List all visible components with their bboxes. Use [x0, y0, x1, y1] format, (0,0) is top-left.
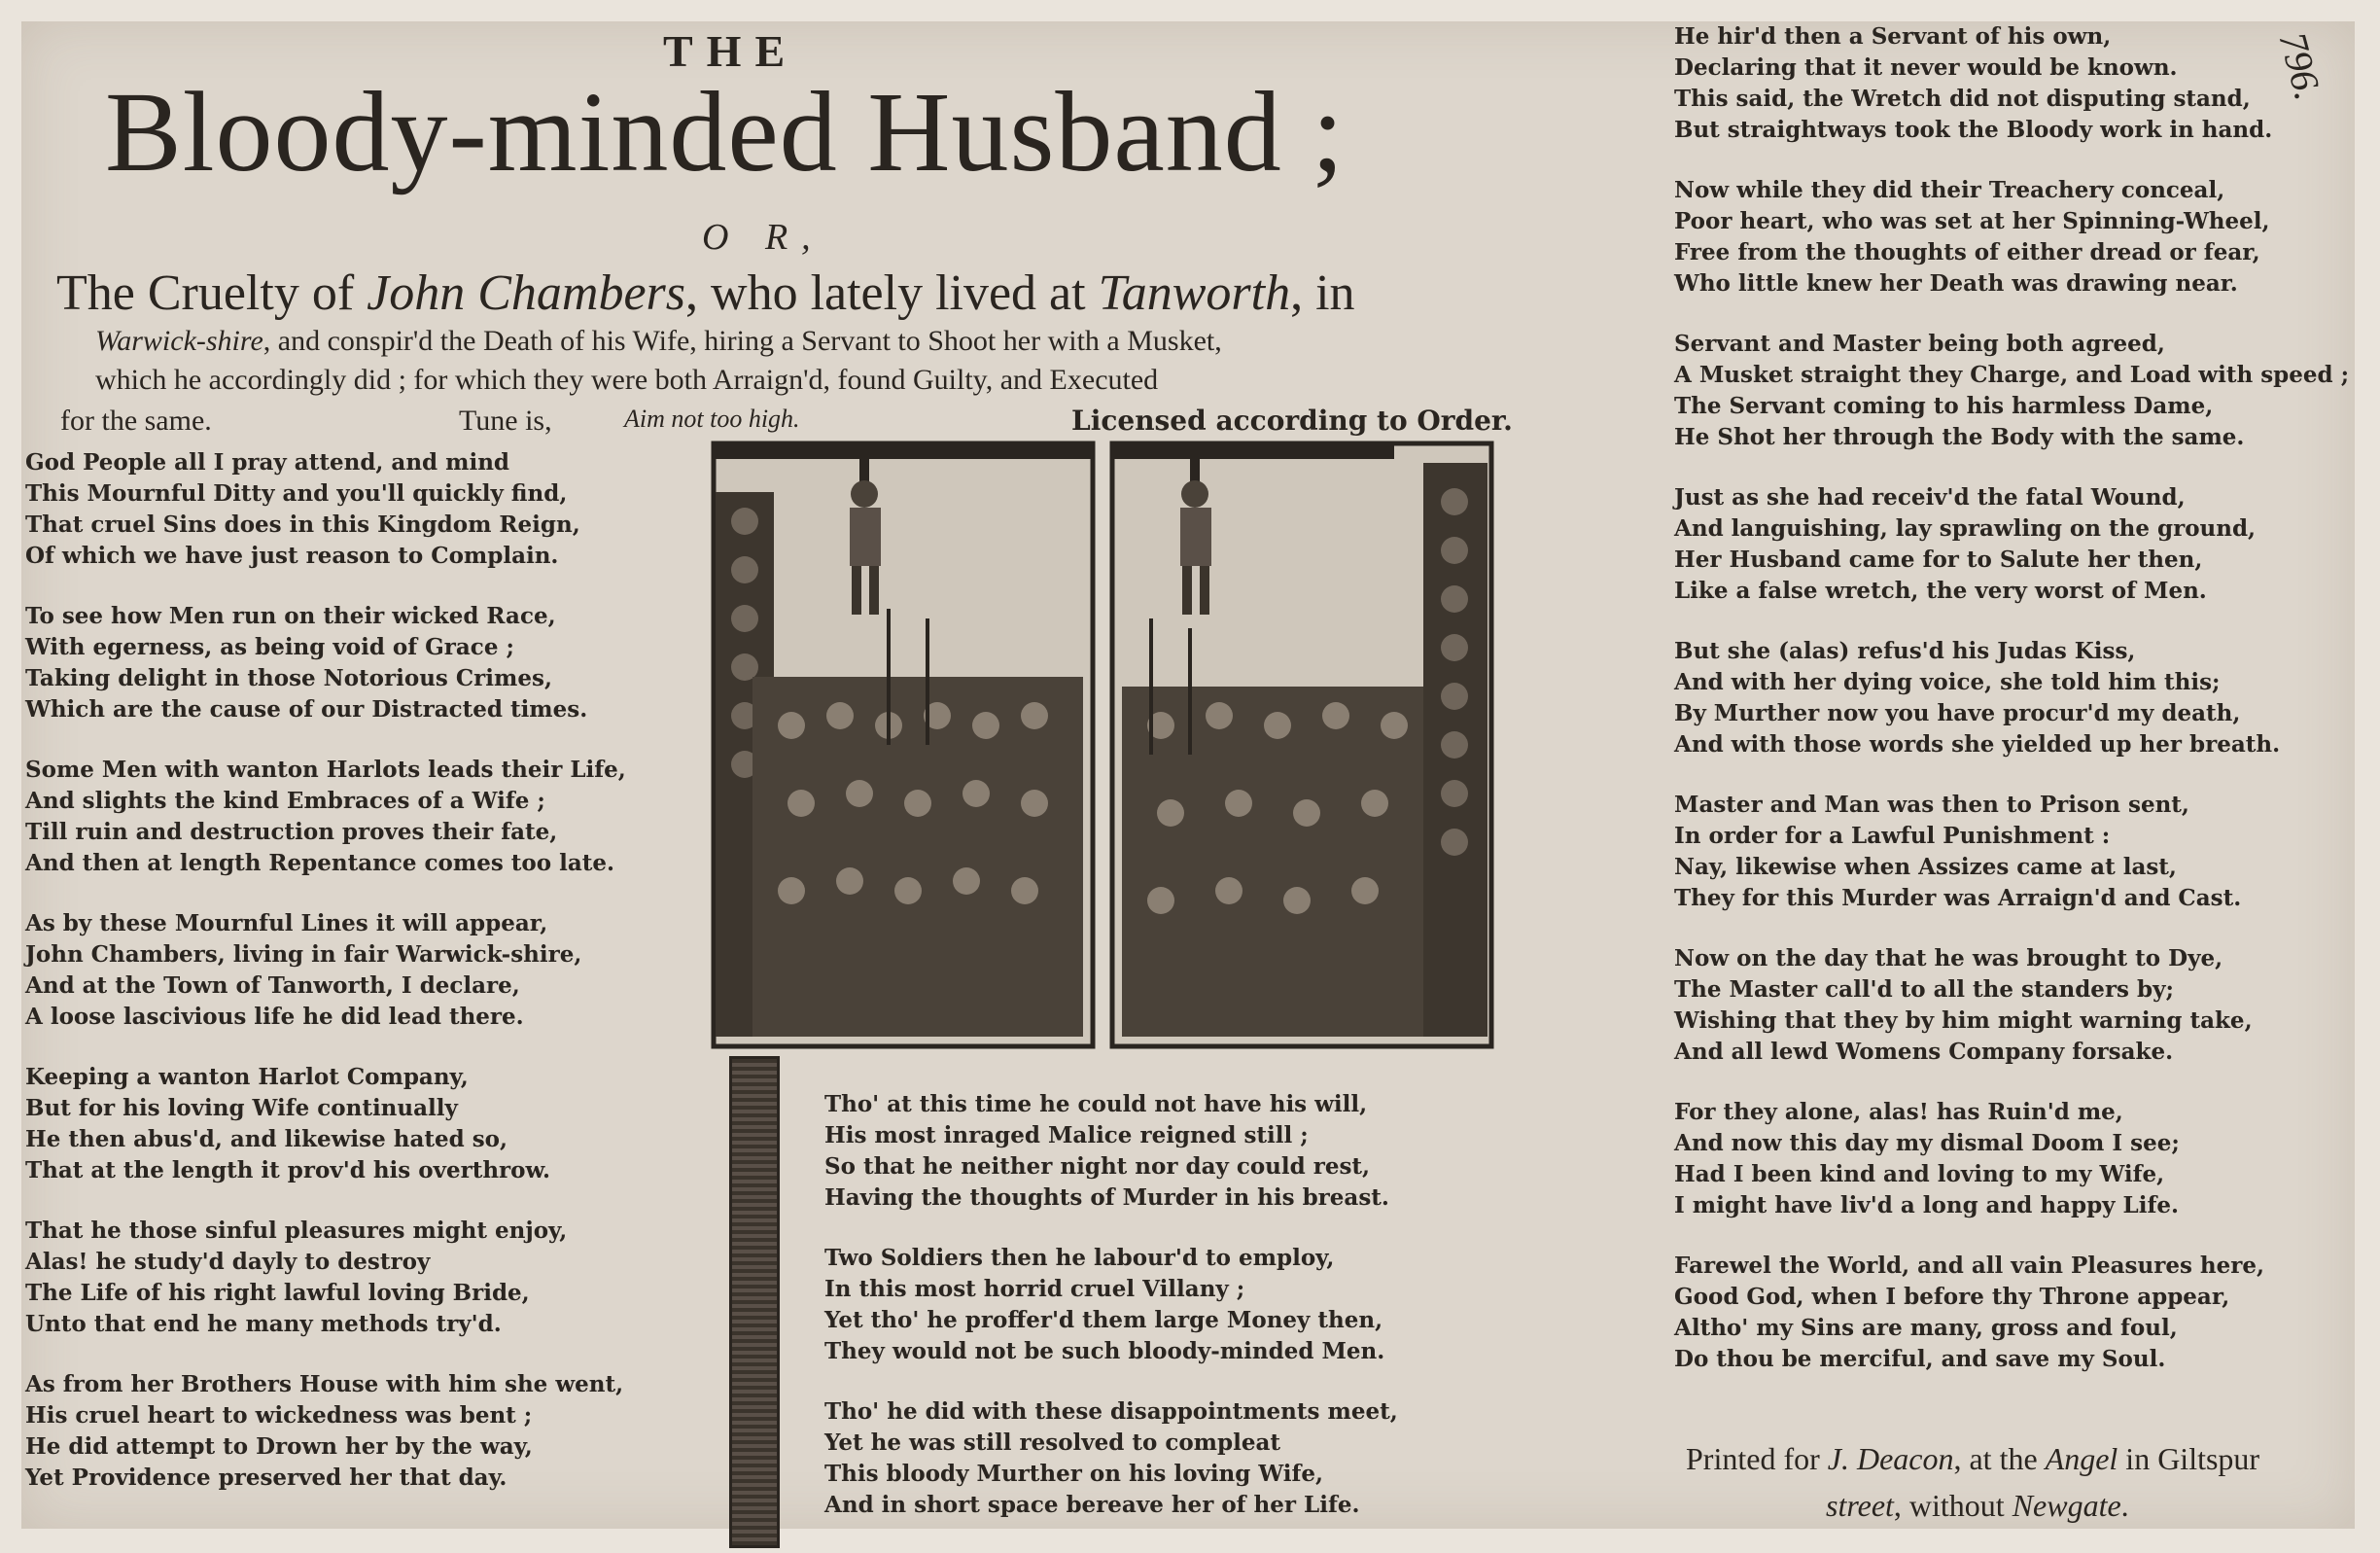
verse-line: And all lewd Womens Company forsake. — [1674, 1039, 2174, 1065]
verse-line: Master and Man was then to Prison sent, — [1674, 792, 2189, 818]
stanza — [1674, 21, 2345, 146]
stanza — [1674, 1251, 2345, 1375]
verse-line: His cruel heart to wickedness was bent ; — [25, 1402, 533, 1429]
catalogue-number: 796. — [2270, 27, 2331, 105]
verse-line: The Life of his right lawful loving Bride, — [25, 1280, 530, 1306]
verse-column-left — [25, 447, 686, 1523]
woodcut-hanging-illustration — [694, 434, 1503, 1060]
tune-label: Tune is, — [459, 405, 552, 437]
verse-line: Now on the day that he was brought to Dye, — [1674, 945, 2223, 971]
stanza — [824, 1396, 1427, 1521]
verse-line: Having the thoughts of Murder in his breast. — [824, 1184, 1389, 1211]
licensed-notice: Licensed according to Order. — [1071, 405, 1513, 437]
verse-line: God People all I pray attend, and mind — [25, 449, 510, 476]
verse-line: Nay, likewise when Assizes came at last, — [1674, 854, 2177, 880]
verse-line: Declaring that it never would be known. — [1674, 54, 2178, 81]
verse-line: And with those words she yielded up her breath. — [1674, 731, 2281, 758]
stanza — [1674, 790, 2345, 914]
stanza — [25, 1062, 686, 1186]
verse-line: And at the Town of Tanworth, I declare, — [25, 972, 520, 999]
verse-line: Till ruin and destruction proves their fate, — [25, 819, 558, 845]
verse-line: They for this Murder was Arraign'd and Cast. — [1674, 885, 2242, 911]
verse-line: So that he neither night nor day could rest, — [824, 1153, 1371, 1180]
verse-line: Now while they did their Treachery conceal, — [1674, 177, 2225, 203]
place-warwickshire: Warwick-shire — [95, 325, 263, 357]
woodcut-gallows-post — [729, 1056, 780, 1548]
name-john-chambers: John Chambers — [367, 265, 686, 321]
sign-angel: Angel — [2045, 1441, 2118, 1476]
verse-line: In this most horrid cruel Villany ; — [824, 1276, 1245, 1302]
verse-line: This said, the Wretch did not disputing stand, — [1674, 86, 2251, 112]
verse-line: He did attempt to Drown her by the way, — [25, 1433, 533, 1460]
verse-line: This Mournful Ditty and you'll quickly find, — [25, 480, 568, 507]
verse-line: Keeping a wanton Harlot Company, — [25, 1064, 469, 1090]
verse-line: And now this day my dismal Doom I see; — [1674, 1130, 2180, 1156]
imprint-line-1: Printed for J. Deacon, at the Angel in Giltspur — [1686, 1441, 2260, 1476]
title-or: O R, — [702, 217, 824, 258]
verse-line: Free from the thoughts of either dread or fear, — [1674, 239, 2260, 265]
broadside-sheet — [21, 21, 2355, 1529]
stanza — [25, 1369, 686, 1494]
main-title: Bloody-minded Husband ; — [105, 68, 1346, 195]
stanza — [1674, 636, 2345, 760]
verse-line: Yet Providence preserved her that day. — [25, 1465, 508, 1491]
verse-line: Her Husband came for to Salute her then, — [1674, 547, 2203, 573]
stanza — [25, 908, 686, 1033]
for-the-same: for the same. — [60, 405, 212, 437]
verse-line: A loose lascivious life he did lead there. — [25, 1004, 524, 1030]
woodcut-left-panel — [714, 443, 1093, 1046]
stanza — [1674, 329, 2350, 453]
verse-line: He Shot her through the Body with the same. — [1674, 424, 2245, 450]
verse-line: Unto that end he many methods try'd. — [25, 1311, 502, 1337]
verse-line: Poor heart, who was set at her Spinning-Wheel, — [1674, 208, 2270, 234]
verse-line: The Servant coming to his harmless Dame, — [1674, 393, 2214, 419]
verse-line: That at the length it prov'd his overthrow. — [25, 1157, 550, 1183]
verse-line: Yet he was still resolved to compleat — [824, 1429, 1280, 1456]
verse-line: Tho' at this time he could not have his will, — [824, 1091, 1368, 1117]
verse-line: But straightways took the Bloody work in hand. — [1674, 117, 2273, 143]
verse-line: And languishing, lay sprawling on the ground, — [1674, 515, 2257, 542]
verse-line: He then abus'd, and likewise hated so, — [25, 1126, 508, 1152]
verse-column-right — [1674, 21, 2350, 1404]
stanza — [1674, 943, 2345, 1068]
verse-line: Yet tho' he proffer'd them large Money then, — [824, 1307, 1383, 1333]
verse-line: His most inraged Malice reigned still ; — [824, 1122, 1309, 1148]
tune-name: Aim not too high. — [624, 405, 800, 433]
verse-line: But for his loving Wife continually — [25, 1095, 458, 1121]
verse-line: Taking delight in those Notorious Crimes, — [25, 665, 552, 691]
verse-line: I might have liv'd a long and happy Life. — [1674, 1192, 2179, 1218]
stanza — [824, 1243, 1427, 1367]
verse-line: John Chambers, living in fair Warwick-shire, — [25, 941, 582, 968]
woodcut-right-panel — [1112, 443, 1491, 1046]
verse-line: In order for a Lawful Punishment : — [1674, 823, 2111, 849]
verse-line: Alas! he study'd dayly to destroy — [25, 1249, 431, 1275]
verse-line: He hir'd then a Servant of his own, — [1674, 23, 2112, 50]
verse-line: To see how Men run on their wicked Race, — [25, 603, 556, 629]
verse-line: Good God, when I before thy Throne appear, — [1674, 1284, 2230, 1310]
verse-line: Two Soldiers then he labour'd to employ, — [824, 1245, 1335, 1271]
stanza — [25, 755, 686, 879]
verse-line: This bloody Murther on his loving Wife, — [824, 1461, 1324, 1487]
subtitle-line-2: Warwick-shire, and conspir'd the Death of his Wife, hiring a Servant to Shoot her with a Musket, — [95, 325, 1222, 357]
verse-line: But she (alas) refus'd his Judas Kiss, — [1674, 638, 2136, 664]
stanza — [824, 1089, 1427, 1214]
verse-line: They would not be such bloody-minded Men. — [824, 1338, 1385, 1364]
verse-line: And slights the kind Embraces of a Wife ; — [25, 788, 545, 814]
stanza — [25, 447, 686, 572]
verse-line: As by these Mournful Lines it will appear, — [25, 910, 548, 936]
verse-line: Which are the cause of our Distracted times. — [25, 696, 588, 723]
verse-line: The Master call'd to all the standers by; — [1674, 976, 2174, 1003]
verse-line: And with her dying voice, she told him this; — [1674, 669, 2221, 695]
verse-line: Who little knew her Death was drawing near. — [1674, 270, 2238, 297]
verse-line: With egerness, as being void of Grace ; — [25, 634, 514, 660]
stanza — [1674, 482, 2345, 607]
printer-name: J. Deacon — [1827, 1441, 1954, 1476]
imprint-line-2: street, without Newgate. — [1826, 1488, 2129, 1523]
verse-column-middle — [824, 1089, 1427, 1550]
verse-line: Do thou be merciful, and save my Soul. — [1674, 1346, 2166, 1372]
subtitle-line-1: The Cruelty of John Chambers, who lately lived at Tanworth, in — [56, 265, 1355, 321]
verse-line: Had I been kind and loving to my Wife, — [1674, 1161, 2165, 1187]
verse-line: Altho' my Sins are many, gross and foul, — [1674, 1315, 2178, 1341]
stanza — [25, 1216, 686, 1340]
verse-line: Wishing that they by him might warning take, — [1674, 1007, 2253, 1034]
subtitle-line-3: which he accordingly did ; for which they were both Arraign'd, found Guilty, and Executed — [95, 364, 1159, 396]
verse-line: Tho' he did with these disappointments meet, — [824, 1398, 1398, 1425]
verse-line: Farewel the World, and all vain Pleasures here, — [1674, 1253, 2265, 1279]
verse-line: And then at length Repentance comes too late. — [25, 850, 614, 876]
title-the: THE — [663, 26, 799, 76]
place-newgate: Newgate — [2012, 1488, 2121, 1523]
verse-line: By Murther now you have procur'd my death, — [1674, 700, 2241, 726]
stanza — [25, 601, 686, 725]
verse-line: That he those sinful pleasures might enjoy, — [25, 1218, 568, 1244]
verse-line: Some Men with wanton Harlots leads their Life, — [25, 757, 626, 783]
stanza — [1674, 175, 2345, 300]
stanza — [1674, 1097, 2345, 1221]
verse-line: Of which we have just reason to Complain. — [25, 543, 559, 569]
verse-line: Servant and Master being both agreed, — [1674, 331, 2165, 357]
verse-line: That cruel Sins does in this Kingdom Reign, — [25, 512, 580, 538]
verse-line: And in short space bereave her of her Life. — [824, 1492, 1360, 1518]
subtitle-line-4 — [60, 405, 1513, 438]
verse-line: A Musket straight they Charge, and Load with speed ; — [1674, 362, 2350, 388]
verse-line: Like a false wretch, the very worst of Men. — [1674, 578, 2207, 604]
place-tanworth: Tanworth — [1098, 265, 1291, 321]
verse-line: Just as she had receiv'd the fatal Wound, — [1674, 484, 2186, 511]
verse-line: For they alone, alas! has Ruin'd me, — [1674, 1099, 2123, 1125]
verse-line: As from her Brothers House with him she went, — [25, 1371, 624, 1397]
